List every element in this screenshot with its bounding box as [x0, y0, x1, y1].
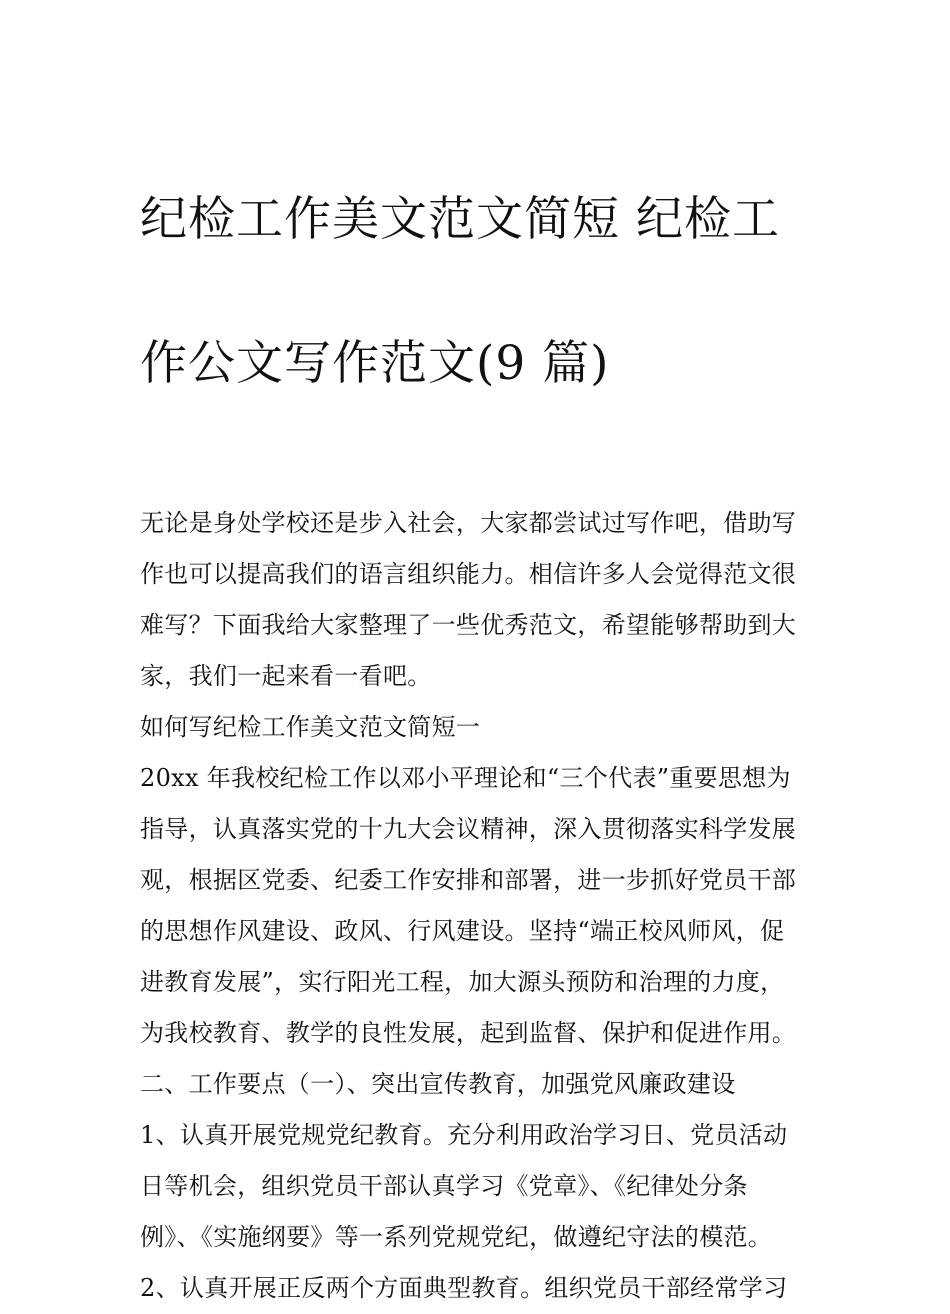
body-line: 例》、《实施纲要》等一系列党规党纪，做遵纪守法的模范。	[140, 1223, 773, 1251]
body-line: 进教育发展”，实行阳光工程，加大源头预防和治理的力度，	[140, 968, 785, 996]
section-heading: 如何写纪检工作美文范文简短一	[140, 713, 481, 741]
body-line: 无论是身处学校还是步入社会，大家都尝试过写作吧，借助写	[140, 509, 797, 537]
body-line: 为我校教育、教学的良性发展，起到监督、保护和促进作用。	[140, 1019, 797, 1047]
body-line: 观，根据区党委、纪委工作安排和部署，进一步抓好党员干部	[140, 866, 797, 894]
body-line: 1、认真开展党规党纪教育。充分利用政治学习日、党员活动	[140, 1121, 788, 1149]
body-line: 作也可以提高我们的语言组织能力。相信许多人会觉得范文很	[140, 560, 797, 588]
title-line: 纪检工作美文范文简短 纪检工	[140, 192, 780, 247]
body-line: 日等机会，组织党员干部认真学习《党章》、《纪律处分条	[140, 1172, 748, 1200]
title-line: 作公文写作范文(9 篇)	[140, 336, 610, 391]
body-line: 难写？下面我给大家整理了一些优秀范文，希望能够帮助到大	[140, 611, 797, 639]
body-line: 指导，认真落实党的十九大会议精神，深入贯彻落实科学发展	[140, 815, 797, 843]
section-heading: 二、工作要点（一）、突出宣传教育，加强党风廉政建设	[140, 1070, 736, 1098]
body-line: 2、认真开展正反两个方面典型教育。组织党员干部经常学习	[140, 1274, 788, 1302]
body-line: 家，我们一起来看一看吧。	[140, 662, 432, 690]
document-title	[140, 112, 820, 472]
document-body	[140, 498, 820, 1314]
body-line: 的思想作风建设、政风、行风建设。坚持“端正校风师风，促	[140, 917, 785, 945]
body-line: 20xx 年我校纪检工作以邓小平理论和“三个代表”重要思想为	[140, 764, 791, 792]
document-content	[140, 112, 820, 1314]
